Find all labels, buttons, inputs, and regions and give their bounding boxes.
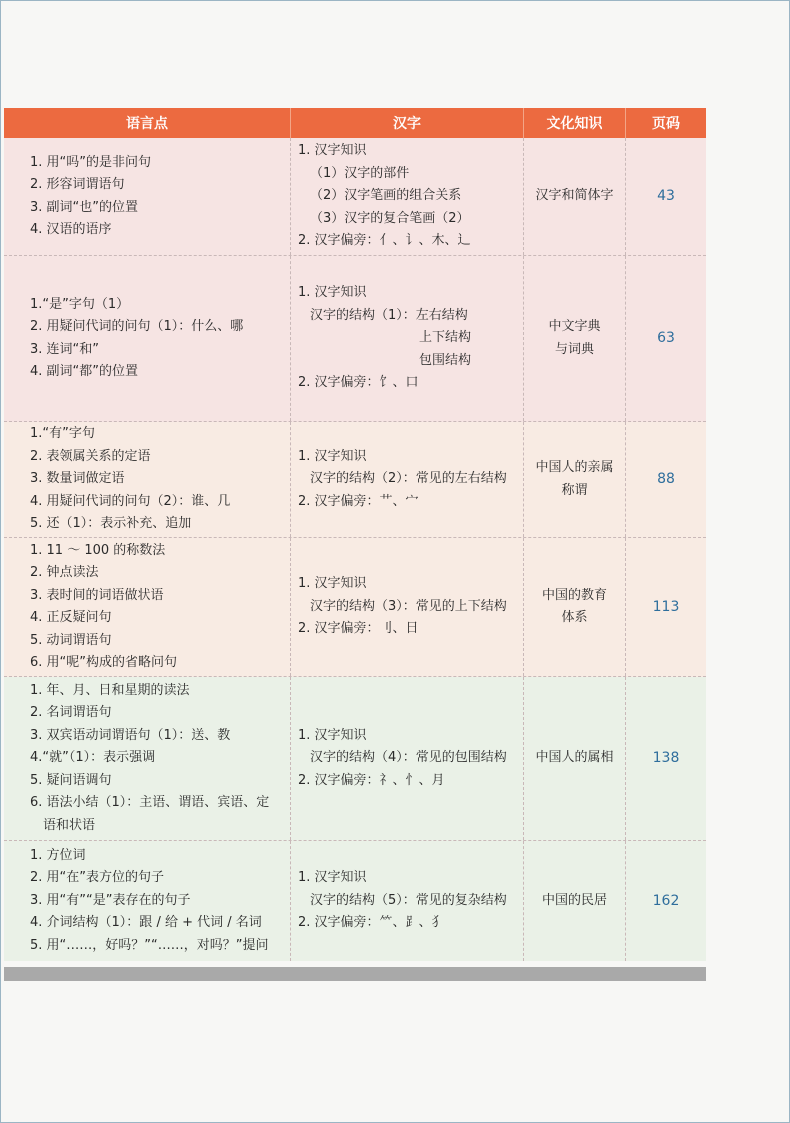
hanzi-points [291,841,524,961]
table-row [4,256,706,422]
hanzi-item: 汉字的结构（3）：常见的上下结构 [310,598,507,614]
grammar-point: 5. 还（1）：表示补充、追加 [30,516,192,532]
grammar-point: 3. 副词“也”的位置 [30,199,139,215]
hanzi-item: 1. 汉字知识 [298,143,367,159]
hanzi-points [291,138,524,255]
page-number[interactable]: 43 [657,188,675,205]
hanzi-item: 1. 汉字知识 [298,870,367,886]
grammar-point: 4. 介词结构（1）：跟 / 给 + 代词 / 名词 [30,915,262,931]
hanzi-item: 2. 汉字偏旁：艹、宀 [298,493,419,509]
page-number[interactable]: 162 [652,892,680,909]
culture-line: 中国的民居 [541,892,607,908]
grammar-point: 6. 用“呢”构成的省略问句 [30,655,178,670]
grammar-points [4,677,291,840]
grammar-point: 1.“是”字句（1） [30,296,130,312]
grammar-point: 4. 正反疑问句 [30,610,112,625]
hanzi-item: 1. 汉字知识 [298,727,367,743]
page-number-cell [626,677,706,840]
culture-line: 称谓 [561,482,588,498]
grammar-point: 3. 表时间的词语做状语 [30,587,164,603]
table-row [4,677,706,841]
grammar-point: 3. 用“有”“是”表存在的句子 [30,892,191,908]
hanzi-points [291,256,524,421]
culture-line: 与词典 [554,341,594,357]
grammar-point: 1.“有”字句 [30,426,95,442]
hanzi-item: 汉字的结构（4）：常见的包围结构 [310,750,507,766]
grammar-point: 2. 用疑问代词的问句（1）：什么、哪 [30,319,244,334]
grammar-point: 2. 名词谓语句 [30,705,112,721]
hanzi-points [291,422,524,537]
page-number-cell [626,538,706,676]
culture-line: 汉字和简体字 [535,188,614,204]
grammar-point: 3. 数量词做定语 [30,471,125,487]
grammar-point: 4. 汉语的语序 [30,222,112,237]
page-number[interactable]: 138 [652,750,680,767]
grammar-point: 1. 11 ～ 100 的称数法 [30,542,166,558]
grammar-points [4,422,291,537]
culture-line: 体系 [561,610,588,625]
contents-table [4,108,706,961]
grammar-point: 2. 钟点读法 [30,565,99,580]
table-row [4,422,706,538]
grammar-point: 1. 方位词 [30,847,86,863]
grammar-point: 2. 表领属关系的定语 [30,448,151,464]
header-grammar: 语言点 [4,108,291,138]
grammar-point: 1. 年、月、日和星期的读法 [30,682,190,698]
grammar-point: 2. 形容词谓语句 [30,177,125,192]
table-row [4,538,706,677]
grammar-point: 5. 疑问语调句 [30,772,112,788]
table-header [4,108,706,138]
hanzi-item: 2. 汉字偏旁：饣、口 [298,375,419,391]
hanzi-item: 汉字的结构（1）：左右结构 [310,307,468,323]
hanzi-item: 上下结构 [419,330,472,346]
page-number[interactable]: 113 [652,598,680,615]
hanzi-item: 1. 汉字知识 [298,285,367,301]
hanzi-item: （1）汉字的部件 [310,165,410,181]
culture-line: 中文字典 [548,319,601,334]
grammar-point: 5. 动词谓语句 [30,632,112,648]
grammar-point: 1. 用“吗”的是非问句 [30,154,152,170]
culture-topic [524,677,626,840]
culture-topic [524,256,626,421]
hanzi-item: 1. 汉字知识 [298,576,367,592]
culture-topic [524,422,626,537]
hanzi-item: 2. 汉字偏旁：亻、讠、木、辶 [298,233,471,249]
culture-line: 中国人的亲属 [535,460,614,475]
grammar-point: 4. 用疑问代词的问句（2）：谁、几 [30,493,231,509]
hanzi-item: （2）汉字笔画的组合关系 [310,188,462,204]
grammar-point: 4.“就”（1）：表示强调 [30,750,156,766]
grammar-point: 5. 用“……，好吗？”“……，对吗？”提问 [30,937,269,953]
page-number-cell [626,841,706,961]
grammar-point: 3. 连词“和” [30,341,100,357]
page-number-cell [626,422,706,537]
page-number[interactable]: 88 [657,471,675,488]
hanzi-item: 汉字的结构（5）：常见的复杂结构 [310,892,507,908]
hanzi-item: 2. 汉字偏旁：⺮、⻊、⺨ [298,915,445,931]
footer-bar [4,967,706,981]
header-culture: 文化知识 [524,108,626,138]
culture-topic [524,538,626,676]
grammar-points [4,841,291,961]
culture-line: 中国人的属相 [535,750,614,766]
page-number-cell [626,138,706,255]
grammar-point: 3. 双宾语动词谓语句（1）：送、教 [30,727,231,743]
grammar-point: 语和状语 [43,817,96,833]
grammar-point: 6. 语法小结（1）：主语、谓语、宾语、定 [30,795,270,811]
hanzi-item: 1. 汉字知识 [298,448,367,464]
hanzi-item: 2. 汉字偏旁：刂、日 [298,621,419,637]
table-row [4,138,706,256]
culture-line: 中国的教育 [541,587,607,603]
page-number[interactable]: 63 [657,330,675,347]
grammar-point: 2. 用“在”表方位的句子 [30,870,165,886]
culture-topic [524,138,626,255]
hanzi-item: （3）汉字的复合笔画（2） [310,210,470,226]
hanzi-points [291,538,524,676]
grammar-points [4,138,291,255]
hanzi-item: 汉字的结构（2）：常见的左右结构 [310,471,507,487]
table-row [4,841,706,961]
page-number-cell [626,256,706,421]
header-hanzi: 汉字 [291,108,524,138]
grammar-points [4,256,291,421]
hanzi-points [291,677,524,840]
header-page: 页码 [652,116,680,132]
grammar-points [4,538,291,676]
hanzi-item: 2. 汉字偏旁：礻、忄、月 [298,772,445,788]
grammar-point: 4. 副词“都”的位置 [30,364,139,379]
hanzi-item: 包围结构 [419,352,472,368]
culture-topic [524,841,626,961]
